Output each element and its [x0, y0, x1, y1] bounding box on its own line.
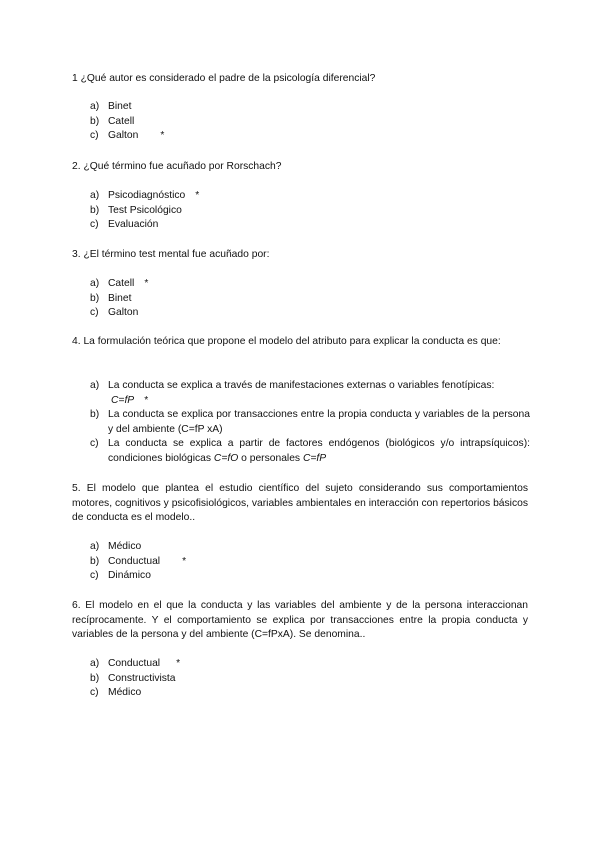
option-5a [90, 540, 530, 555]
option-letter: c) [90, 130, 99, 142]
option-letter: a) [90, 541, 100, 552]
question-6: 6. El modelo en el que la conducta y las variables del ambiente y de la persona interaccionan recíprocamente. Y el comportamiento se explica por transacciones entre la propia conducta y variables de la persona y del ambiente (C=fPxA). Se denomina.. [72, 600, 528, 640]
option-2c [90, 218, 530, 233]
option-text: Binet [108, 101, 132, 112]
option-letter: c) [90, 219, 99, 231]
option-5c [90, 569, 530, 584]
question-1: 1 ¿Qué autor es considerado el padre de la psicología diferencial? [72, 73, 376, 84]
answer-mark: * [182, 555, 187, 567]
option-text: Dinámico [108, 570, 151, 582]
option-6c [90, 686, 530, 701]
option-1c [90, 129, 530, 144]
option-1a [90, 100, 530, 115]
option-letter: b) [90, 204, 100, 216]
option-letter: c) [90, 438, 99, 450]
option-text: Evaluación [108, 219, 159, 231]
option-text: Médico [108, 541, 142, 552]
option-2a [90, 189, 530, 204]
option-formula: C=fP [302, 452, 327, 464]
option-letter: b) [90, 115, 100, 127]
option-text: Conductual [108, 555, 161, 567]
option-letter: a) [90, 658, 100, 669]
option-letter: a) [90, 190, 100, 201]
option-4b [90, 408, 530, 437]
option-4c [90, 437, 530, 466]
option-text: Catell [108, 278, 135, 289]
option-letter: b) [90, 672, 100, 684]
question-4: 4. La formulación teórica que propone el modelo del atributo para explicar la conducta es que: [72, 336, 501, 347]
answer-mark: * [144, 394, 149, 406]
option-2b [90, 204, 530, 219]
option-text: Galton [108, 307, 139, 319]
question-5: 5. El modelo que plantea el estudio científico del sujeto considerando sus comportamientos motores, cognitivos y psicofisiológicos, variables ambientales en interacción con repertorios básicos de conducta es el modelo.. [72, 483, 528, 523]
option-text: La conducta se explica por transacciones entre la propia conducta y variables de la persona y del ambiente (C=fP xA) [108, 409, 530, 435]
option-6b [90, 672, 530, 687]
option-text: Médico [108, 687, 142, 699]
option-text: Test Psicológico [108, 204, 182, 216]
option-letter: a) [90, 380, 100, 391]
option-text: Psicodiagnóstico [108, 190, 186, 201]
option-formula: C=fO [213, 452, 239, 464]
options-6 [90, 657, 530, 701]
option-letter: b) [90, 409, 100, 421]
option-text: Conductual [108, 658, 161, 669]
option-letter: c) [90, 307, 99, 319]
answer-mark: * [176, 658, 181, 669]
option-text: La conducta se explica a través de manifestaciones externas o variables fenotípicas: [108, 380, 495, 391]
options-5 [90, 540, 530, 584]
option-text: Galton [108, 130, 139, 142]
option-letter: a) [90, 278, 100, 289]
answer-mark: * [195, 190, 200, 201]
option-letter: c) [90, 570, 99, 582]
option-letter: b) [90, 292, 100, 304]
option-text: Constructivista [108, 672, 176, 684]
option-letter: a) [90, 101, 100, 112]
option-3a [90, 277, 530, 292]
option-letter: c) [90, 687, 99, 699]
answer-mark: * [160, 130, 165, 142]
answer-mark: * [144, 278, 149, 289]
options-4 [90, 379, 530, 467]
option-1b [90, 115, 530, 130]
option-formula: C=fP [111, 394, 135, 406]
option-text: Catell [108, 115, 135, 127]
option-4a [90, 379, 530, 408]
option-3b [90, 292, 530, 307]
options-2 [90, 189, 530, 233]
option-5b [90, 555, 530, 570]
question-2: 2. ¿Qué término fue acuñado por Rorschach? [72, 161, 282, 172]
option-6a [90, 657, 530, 672]
option-3c [90, 306, 530, 321]
question-3: 3. ¿El término test mental fue acuñado por: [72, 249, 270, 260]
option-text: La conducta se explica a partir de factores endógenos (biológicos y/o intrapsíquicos): condiciones biológicas [108, 438, 530, 464]
options-3 [90, 277, 530, 321]
options-1 [90, 100, 530, 144]
option-letter: b) [90, 555, 100, 567]
option-connector: o personales [241, 452, 301, 464]
option-text: Binet [108, 292, 132, 304]
